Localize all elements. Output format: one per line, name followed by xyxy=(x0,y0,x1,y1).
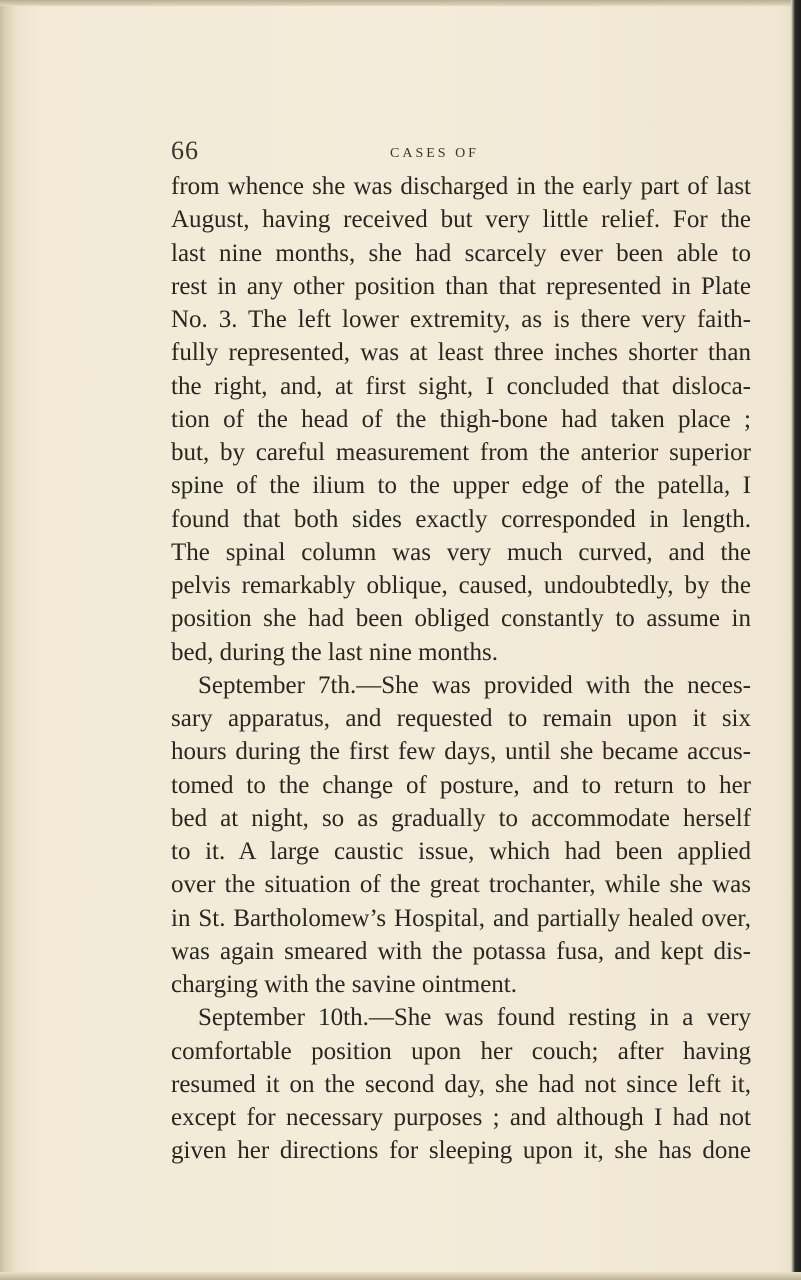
text-line: the right, and, at first sight, I concluded that disloca- xyxy=(171,372,751,400)
text-line: rest in any other position than that represented in Plate xyxy=(171,272,751,300)
text-line: spine of the ilium to the upper edge of the patella, I xyxy=(171,472,751,500)
page-number: 66 xyxy=(171,136,199,165)
text-line: charging with the savine ointment. xyxy=(171,971,517,998)
text-line: September 7th.—She was provided with the neces- xyxy=(198,671,751,699)
text-line: but, by careful measurement from the anterior superior xyxy=(171,439,751,466)
text-line: bed at night, so as gradually to accommodate herself xyxy=(171,804,751,832)
text-line: in St. Bartholomew’s Hospital, and partially healed over, xyxy=(171,904,751,932)
text-line: was again smeared with the potassa fusa, and kept dis- xyxy=(171,937,751,965)
text-line: August, having received but very little relief. For the xyxy=(171,206,751,234)
text-line: from whence she was discharged in the early part of last xyxy=(171,173,751,200)
text-line: to it. A large caustic issue, which had been applied xyxy=(171,838,751,865)
text-line: sary apparatus, and requested to remain upon it six xyxy=(171,705,751,732)
text-line: tion of the head of the thigh-bone had taken place ; xyxy=(171,405,751,433)
page-top-edge xyxy=(0,0,801,6)
text-line: No. 3. The left lower extremity, as is there very faith- xyxy=(171,306,751,333)
text-line: position she had been obliged constantly to assume in xyxy=(171,605,751,633)
text-line: found that both sides exactly corresponded in length. xyxy=(171,505,751,533)
text-line: pelvis remarkably oblique, caused, undoubtedly, by the xyxy=(171,572,751,599)
text-line: last nine months, she had scarcely ever been able to xyxy=(171,239,751,267)
text-line: The spinal column was very much curved, and the xyxy=(171,538,751,566)
text-line: tomed to the change of posture, and to return to her xyxy=(171,771,751,799)
running-head: CASES OF xyxy=(390,146,479,161)
page-bottom-edge xyxy=(0,1272,801,1280)
text-line: resumed it on the second day, she had not since left it, xyxy=(171,1070,751,1098)
text-line: except for necessary purposes ; and although I had not xyxy=(171,1104,751,1131)
text-line: comfortable position upon her couch; after having xyxy=(171,1037,751,1065)
page-right-edge xyxy=(791,0,801,1280)
text-line: bed, during the last nine months. xyxy=(171,638,499,666)
text-line: fully represented, was at least three inches shorter than xyxy=(171,339,751,367)
text-line: hours during the first few days, until she became accus- xyxy=(171,738,751,766)
page-gutter-shadow xyxy=(0,0,16,1280)
text-line: given her directions for sleeping upon it, she has done xyxy=(171,1137,751,1165)
body-text xyxy=(171,170,751,1168)
text-line: over the situation of the great trochanter, while she was xyxy=(171,871,751,899)
text-line: September 10th.—She was found resting in a very xyxy=(198,1004,751,1032)
